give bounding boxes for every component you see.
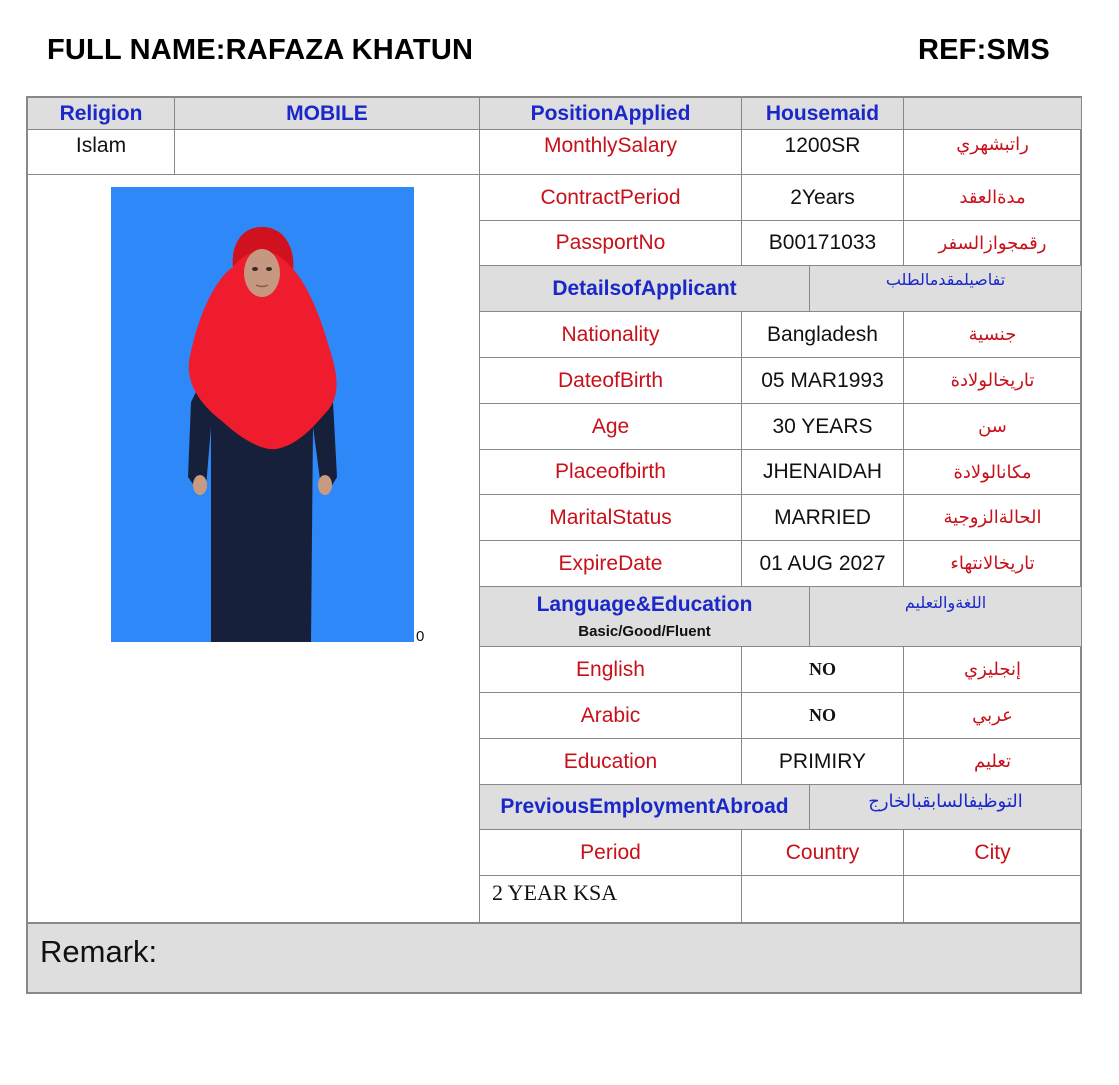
place-of-birth-label: Placeofbirth: [480, 450, 742, 495]
applicant-figure: [111, 187, 414, 642]
full-name-title: FULL NAME:RAFAZA KHATUN: [47, 34, 474, 66]
passport-no-arabic: رقمجوازالسفر: [904, 221, 1082, 266]
marital-status-value: MARRIED: [742, 495, 904, 541]
reference-code: REF:SMS: [918, 34, 1050, 66]
expire-date-label: ExpireDate: [480, 541, 742, 587]
employment-city-value: [904, 876, 1082, 924]
language-education-label: Language&Education: [536, 593, 753, 616]
details-of-applicant-header: DetailsofApplicant: [480, 266, 810, 312]
religion-header: Religion: [28, 98, 175, 130]
language-education-arabic: اللغةوالتعليم: [810, 587, 1082, 647]
monthly-salary-label: MonthlySalary: [480, 130, 742, 175]
contract-period-arabic: مدةالعقد: [904, 175, 1082, 221]
position-applied-value: Housemaid: [742, 98, 904, 130]
position-applied-label: PositionApplied: [480, 98, 742, 130]
previous-employment-header: PreviousEmploymentAbroad: [480, 785, 810, 830]
english-value: NO: [742, 647, 904, 693]
nationality-label: Nationality: [480, 312, 742, 358]
details-of-applicant-arabic: تفاصيلمقدمالطلب: [810, 266, 1082, 312]
monthly-salary-value: 1200SR: [742, 130, 904, 175]
country-header: Country: [742, 830, 904, 876]
education-label: Education: [480, 739, 742, 785]
marital-status-arabic: الحالةالزوجية: [904, 495, 1082, 541]
religion-value: Islam: [28, 130, 175, 175]
employment-country-value: [742, 876, 904, 924]
age-arabic: سن: [904, 404, 1082, 450]
nationality-arabic: جنسية: [904, 312, 1082, 358]
arabic-label: Arabic: [480, 693, 742, 739]
remark-field: Remark:: [26, 922, 1082, 994]
period-header: Period: [480, 830, 742, 876]
expire-date-value: 01 AUG 2027: [742, 541, 904, 587]
place-of-birth-value: JHENAIDAH: [742, 450, 904, 495]
date-of-birth-arabic: تاريخالولادة: [904, 358, 1082, 404]
employment-period-value: 2 YEAR KSA: [480, 876, 742, 924]
mobile-header: MOBILE: [175, 98, 480, 130]
applicant-photo: [111, 187, 414, 642]
marital-status-label: MaritalStatus: [480, 495, 742, 541]
english-label: English: [480, 647, 742, 693]
passport-no-value: B00171033: [742, 221, 904, 266]
position-applied-arabic: [904, 98, 1082, 130]
passport-no-label: PassportNo: [480, 221, 742, 266]
contract-period-value: 2Years: [742, 175, 904, 221]
date-of-birth-value: 05 MAR1993: [742, 358, 904, 404]
monthly-salary-arabic: راتبشهري: [904, 130, 1082, 175]
language-scale-label: Basic/Good/Fluent: [578, 623, 711, 640]
place-of-birth-arabic: مكانالولادة: [904, 450, 1082, 495]
age-value: 30 YEARS: [742, 404, 904, 450]
nationality-value: Bangladesh: [742, 312, 904, 358]
arabic-arabic: عربي: [904, 693, 1082, 739]
education-arabic: تعليم: [904, 739, 1082, 785]
language-education-header: [480, 587, 810, 647]
age-label: Age: [480, 404, 742, 450]
city-header: City: [904, 830, 1082, 876]
arabic-value: NO: [742, 693, 904, 739]
date-of-birth-label: DateofBirth: [480, 358, 742, 404]
photo-caption: 0: [416, 628, 425, 645]
english-arabic: إنجليزي: [904, 647, 1082, 693]
contract-period-label: ContractPeriod: [480, 175, 742, 221]
education-value: PRIMIRY: [742, 739, 904, 785]
expire-date-arabic: تاريخالانتهاء: [904, 541, 1082, 587]
previous-employment-arabic: التوظيفالسابقبالخارج: [810, 785, 1082, 830]
mobile-value: [175, 130, 480, 175]
